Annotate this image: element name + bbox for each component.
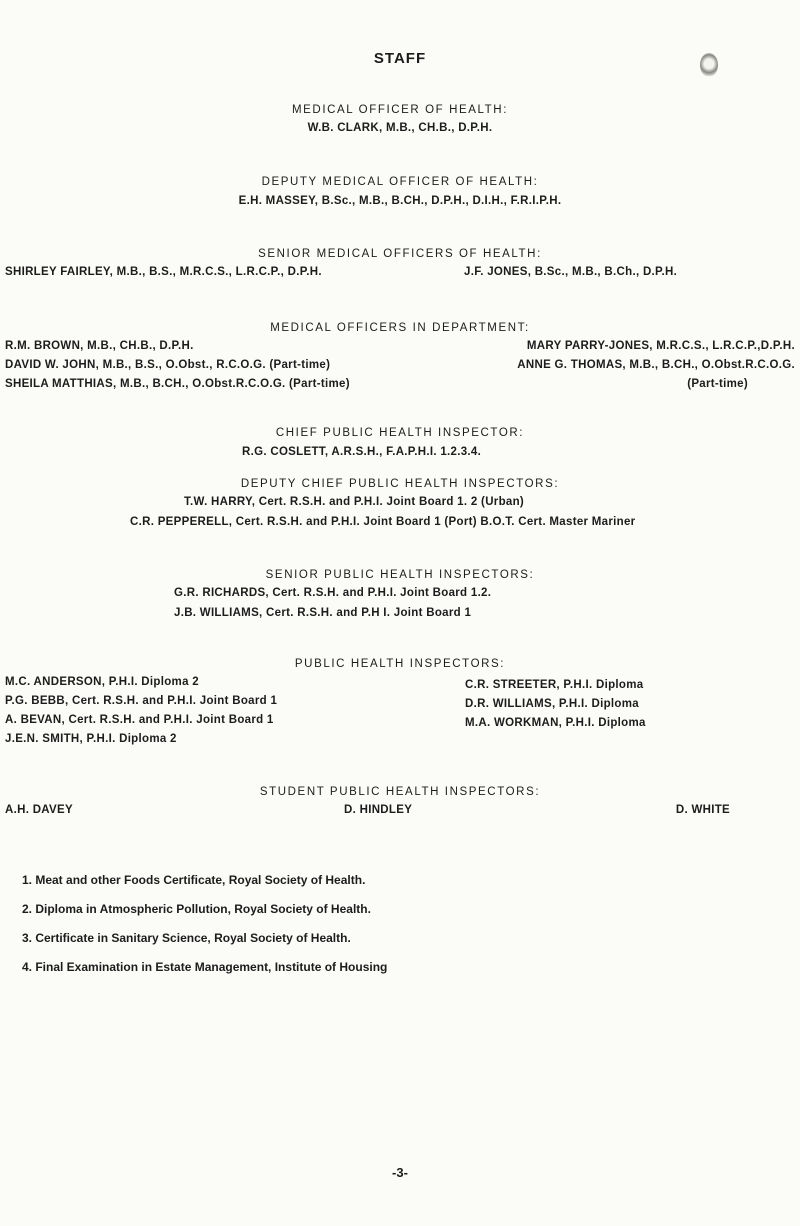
dmoh-heading: DEPUTY MEDICAL OFFICER OF HEALTH:	[261, 176, 539, 188]
students-heading: STUDENT PUBLIC HEALTH INSPECTORS:	[259, 786, 541, 798]
dcphi-line: T.W. HARRY, Cert. R.S.H. and P.H.I. Joint Board 1. 2 (Urban)	[184, 496, 525, 508]
mod-left-line: R.M. BROWN, M.B., CH.B., D.P.H.	[5, 340, 194, 352]
phi-left-line: M.C. ANDERSON, P.H.I. Diploma 2	[5, 676, 199, 688]
phi-left-line: A. BEVAN, Cert. R.S.H. and P.H.I. Joint Board 1	[5, 714, 274, 726]
mod-heading: MEDICAL OFFICERS IN DEPARTMENT:	[270, 322, 530, 334]
phi-right-line: C.R. STREETER, P.H.I. Diploma	[465, 679, 644, 691]
phi-heading: PUBLIC HEALTH INSPECTORS:	[294, 658, 506, 670]
moh-heading: MEDICAL OFFICER OF HEALTH:	[291, 104, 509, 116]
page-title: STAFF	[373, 50, 427, 67]
phi-left-line: J.E.N. SMITH, P.H.I. Diploma 2	[5, 733, 177, 745]
smoh-left: SHIRLEY FAIRLEY, M.B., B.S., M.R.C.S., L.R.C.P., D.P.H.	[5, 266, 322, 278]
footnote: 2. Diploma in Atmospheric Pollution, Royal Society of Health.	[22, 902, 371, 916]
sphi-line: J.B. WILLIAMS, Cert. R.S.H. and P.H I. Joint Board 1	[174, 607, 472, 619]
dcphi-heading: DEPUTY CHIEF PUBLIC HEALTH INSPECTORS:	[240, 478, 560, 490]
student-name: A.H. DAVEY	[5, 804, 73, 816]
smoh-right: J.F. JONES, B.Sc., M.B., B.Ch., D.P.H.	[464, 266, 678, 278]
mod-left-line: SHEILA MATTHIAS, M.B., B.CH., O.Obst.R.C.O.G. (Part-time)	[5, 378, 350, 390]
dmoh-name: E.H. MASSEY, B.Sc., M.B., B.CH., D.P.H., D.I.H., F.R.I.P.H.	[238, 195, 562, 207]
student-name: D. WHITE	[675, 804, 730, 816]
sphi-heading: SENIOR PUBLIC HEALTH INSPECTORS:	[265, 569, 535, 581]
phi-right-line: M.A. WORKMAN, P.H.I. Diploma	[465, 717, 646, 729]
phi-left-line: P.G. BEBB, Cert. R.S.H. and P.H.I. Joint Board 1	[5, 695, 278, 707]
page-number: -3-	[392, 1165, 408, 1180]
mod-left-line: DAVID W. JOHN, M.B., B.S., O.Obst., R.C.O.G. (Part-time)	[5, 359, 331, 371]
smoh-heading: SENIOR MEDICAL OFFICERS OF HEALTH:	[258, 248, 542, 260]
phi-right-line: D.R. WILLIAMS, P.H.I. Diploma	[465, 698, 639, 710]
student-name: D. HINDLEY	[344, 804, 413, 816]
mod-right-line: MARY PARRY-JONES, M.R.C.S., L.R.C.P.,D.P.H.	[526, 340, 795, 352]
paper-mark	[700, 53, 718, 77]
mod-right-line: (Part-time)	[687, 378, 748, 390]
footnote: 1. Meat and other Foods Certificate, Royal Society of Health.	[22, 873, 366, 887]
cphi-heading: CHIEF PUBLIC HEALTH INSPECTOR:	[275, 427, 525, 439]
footnote: 4. Final Examination in Estate Management, Institute of Housing	[22, 960, 388, 974]
cphi-name: R.G. COSLETT, A.R.S.H., F.A.P.H.I. 1.2.3.4.	[242, 446, 482, 458]
sphi-line: G.R. RICHARDS, Cert. R.S.H. and P.H.I. Joint Board 1.2.	[174, 587, 492, 599]
dcphi-line: C.R. PEPPERELL, Cert. R.S.H. and P.H.I. Joint Board 1 (Port) B.O.T. Cert. Master Mariner	[130, 516, 636, 528]
moh-name: W.B. CLARK, M.B., CH.B., D.P.H.	[307, 122, 493, 134]
mod-right-line: ANNE G. THOMAS, M.B., B.CH., O.Obst.R.C.O.G.	[517, 359, 795, 371]
footnote: 3. Certificate in Sanitary Science, Royal Society of Health.	[22, 931, 351, 945]
